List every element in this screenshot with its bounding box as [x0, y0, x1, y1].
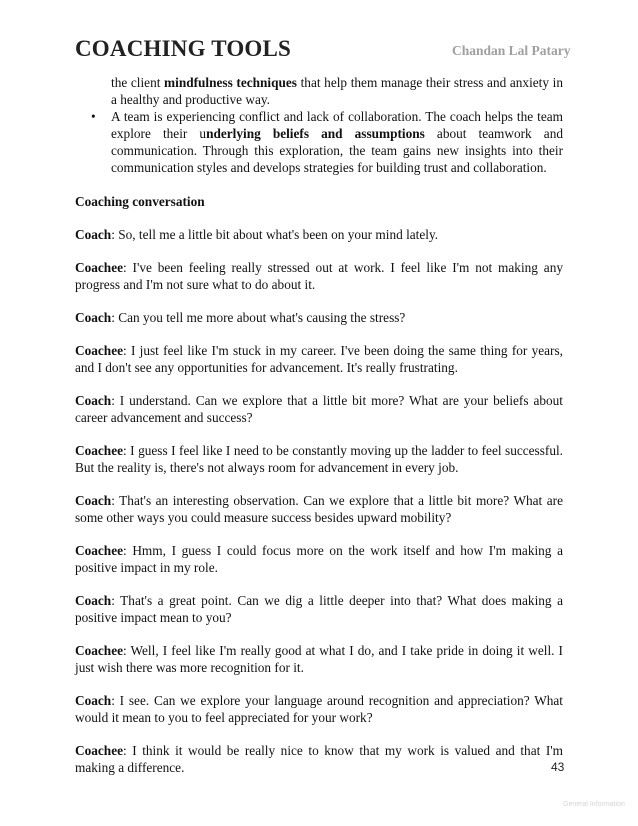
- dialogue-turn: [75, 742, 563, 776]
- speaker-label: Coach: [75, 493, 112, 508]
- speaker-label: Coach: [75, 310, 112, 325]
- utterance: : Hmm, I guess I could focus more on the work itself and how I'm making a positive impact in my role.: [75, 543, 563, 575]
- bullet-item: [75, 108, 563, 176]
- utterance: : I see. Can we explore your language around recognition and appreciation? What would it mean to you to feel appreciated for your work?: [75, 693, 563, 725]
- bullet-icon: •: [91, 109, 96, 124]
- utterance: : I've been feeling really stressed out at work. I feel like I'm not making any progress and I'm not sure what to do about it.: [75, 260, 563, 292]
- dialogue-turn: [75, 692, 563, 726]
- speaker-label: Coach: [75, 393, 112, 408]
- dialogue-turn: [75, 542, 563, 576]
- speaker-label: Coachee: [75, 543, 123, 558]
- speaker-label: Coachee: [75, 643, 123, 658]
- document-body: [75, 74, 563, 789]
- utterance: : I just feel like I'm stuck in my career. I've been doing the same thing for years, and I don't see any opportunities for advancement. It's really frustrating.: [75, 343, 563, 375]
- footer-label: General Information: [563, 801, 625, 808]
- speaker-label: Coachee: [75, 743, 123, 758]
- dialogue-turn: [75, 392, 563, 426]
- speaker-label: Coachee: [75, 443, 123, 458]
- utterance: : I understand. Can we explore that a little bit more? What are your beliefs about career advancement and success?: [75, 393, 563, 425]
- text-run: A team is experiencing conflict and lack of collaboration. The coach helps the team explore their u: [111, 109, 563, 141]
- utterance: : Can you tell me more about what's causing the stress?: [111, 310, 406, 325]
- speaker-label: Coach: [75, 693, 112, 708]
- dialogue-turn: [75, 642, 563, 676]
- page-header-author: Chandan Lal Patary: [452, 43, 571, 58]
- dialogue-turn: [75, 592, 563, 626]
- bullet-list: [75, 108, 563, 176]
- utterance: : That's a great point. Can we dig a little deeper into that? What does making a positive impact mean to you?: [75, 593, 563, 625]
- utterance: : Well, I feel like I'm really good at what I do, and I take pride in doing it well. I just wish there was more recognition for it.: [75, 643, 563, 675]
- continuation-paragraph: [111, 74, 563, 108]
- section-heading: Coaching conversation: [75, 194, 205, 209]
- utterance: : I think it would be really nice to know that my work is valued and that I'm making a difference.: [75, 743, 563, 775]
- utterance: : I guess I feel like I need to be constantly moving up the ladder to feel successful. But the reality is, there's not always room for advancement in every job.: [75, 443, 563, 475]
- dialogue-turn: [75, 309, 563, 326]
- page-header-title: COACHING TOOLS: [75, 36, 292, 61]
- text-run: that help them manage their stress and anxiety in a healthy and productive way.: [111, 75, 563, 107]
- bold-phrase: mindfulness techniques: [164, 75, 297, 90]
- bold-phrase: nderlying beliefs and assumptions: [206, 126, 425, 141]
- dialogue-turn: [75, 442, 563, 476]
- dialogue-turn: [75, 492, 563, 526]
- dialogue-turn: [75, 226, 563, 243]
- speaker-label: Coach: [75, 593, 112, 608]
- utterance: : That's an interesting observation. Can we explore that a little bit more? What are some other ways you could measure success besides upward mobility?: [75, 493, 563, 525]
- text-run: about teamwork and communication. Through this exploration, the team gains new insights into their communication styles and develops strategies for building trust and collaboration.: [111, 126, 563, 175]
- utterance: : So, tell me a little bit about what's been on your mind lately.: [111, 227, 439, 242]
- page-number: 43: [551, 760, 565, 774]
- dialogue-turn: [75, 342, 563, 376]
- speaker-label: Coach: [75, 227, 112, 242]
- speaker-label: Coachee: [75, 260, 123, 275]
- text-run: the client: [111, 75, 165, 90]
- dialogue-turn: [75, 259, 563, 293]
- speaker-label: Coachee: [75, 343, 123, 358]
